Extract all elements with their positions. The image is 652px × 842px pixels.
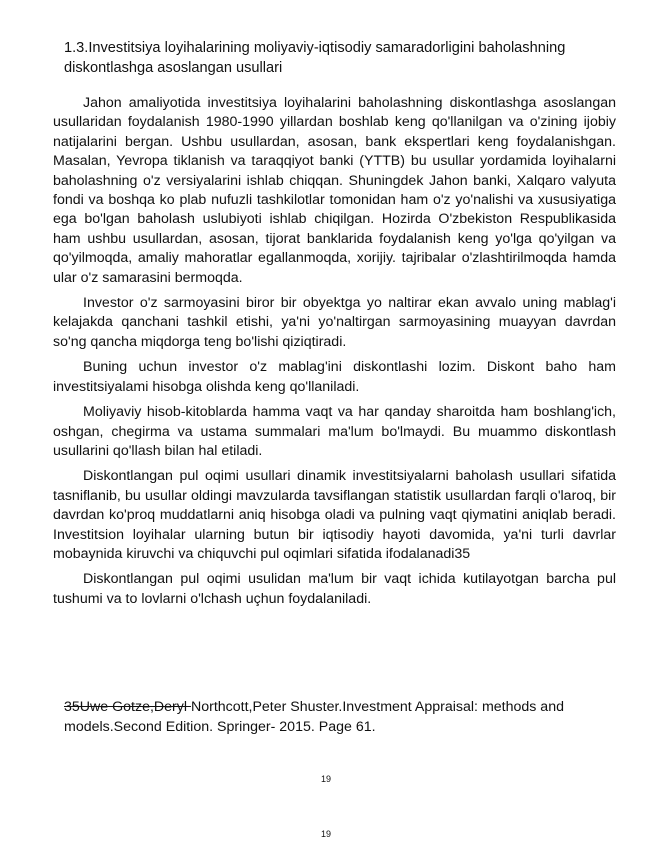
footnote-struck-text: 35Uwe Gotze,Deryl	[64, 699, 191, 715]
footnote-text: Northcott,Peter Shuster.Investment Appraisal: methods and models.Second Edition. Springer- 2015. Page 61.	[64, 699, 564, 735]
page-number-footer: 19	[320, 829, 331, 839]
paragraph: Investor o'z sarmoyasini biror bir obyektga yo naltirar ekan avvalo uning mablag'i kelajakda qanchani tashkil etishi, ya'ni yo'naltirgan sarmoyasining muayyan davrdan so'ng qancha miqdorga teng bo'lishi qiziqtiradi.	[53, 295, 616, 350]
paragraph: Diskontlangan pul oqimi usulidan ma'lum bir vaqt ichida kutilayotgan barcha pul tushumi va to lovlarni o'lchash uçhun foydalaniladi.	[53, 571, 616, 607]
body-text	[53, 94, 616, 615]
paragraph: Buning uchun investor o'z mablag'ini diskontlashi lozim. Diskont baho ham investitsiyalami hisobga olishda keng qo'llaniladi.	[53, 359, 616, 395]
page-number: 19	[320, 774, 331, 784]
paragraph: Moliyaviy hisob-kitoblarda hamma vaqt va har qanday sharoitda ham boshlang'ich, oshgan, chegirma va ustama summalari ma'lum bo'lmaydi. Bu muammo diskontlash usullarini qo'llash bilan hal etiladi.	[53, 404, 616, 459]
paragraph: Diskontlangan pul oqimi usullari dinamik investitsiyalarni baholash usullari sifatida tasniflanib, bu usullar oldingi mavzularda tavsiflangan statistik usullardan farqli o'laroq, bir davrdan ko'proq muddatlarni aniq hisobga oladi va pulning vaqt qiymatini aniqlab beradi. Investitsion loyihalar ularning butun bir iqtisodiy hayoti davomida, ya'ni turli davrlar mobaynida kiruvchi va chiquvchi pul oqimlari sifatida ifodalanadi35	[53, 468, 616, 562]
paragraph: Jahon amaliyotida investitsiya loyihalarini baholashning diskontlashga asoslangan usullaridan foydalanish 1980-1990 yillardan boshlab keng qo'llanilgan va o'zining ijobiy natijalarini bergan. Ushbu usullardan, asosan, bank ekspertlari keng foydalanishgan. Masalan, Yevropa tiklanish va taraqqiyot banki (YTTB) bu usullar yordamida loyihalarni baholashning o'z versiyalarini ishlab chiqqan. Shuningdek Jahon banki, Xalqaro valyuta fondi va boshqa ko plab nufuzli tashkilotlar tomonidan ham o'z yo'nalishi va xususiyatiga ega bo'lgan baholash uslubiyoti ishlab chiqilgan. Hozirda O'zbekiston Respublikasida ham ushbu usullardan, asosan, tijorat banklarida foydalanish keng yo'lga qo'yilgan va qo'yilmoqda, amaliy mahoratlar egallanmoqda, xorijiy. tajribalar o'zlashtirilmoqda hamda ular o'z samarasini bermoqda.	[53, 95, 616, 286]
section-heading: 1.3.Investitsiya loyihalarining moliyaviy-iqtisodiy samaradorligini baholashning diskontlashga asoslangan usullari	[64, 40, 566, 76]
footnote	[64, 698, 624, 737]
